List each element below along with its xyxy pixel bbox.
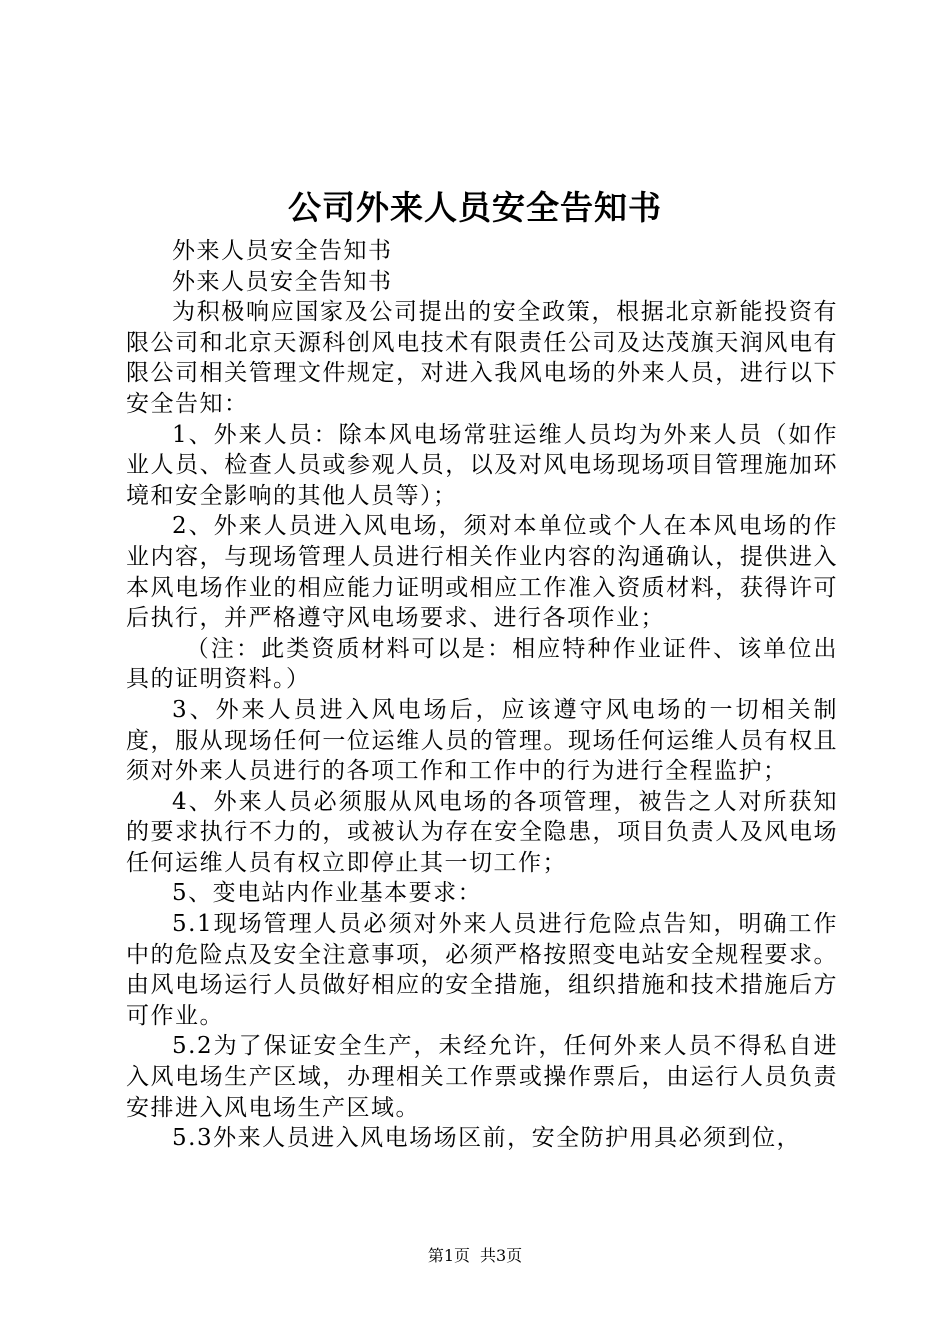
page-footer: [0, 1244, 950, 1268]
paragraph-subtitle-2: 外来人员安全告知书: [172, 268, 393, 295]
page-number-current: 第1页: [427, 1246, 470, 1265]
paragraph-item-2: 2、外来人员进入风电场，须对本单位或个人在本风电场的作业内容，与现场管理人员进行相关作业内容的沟通确认，提供进入本风电场作业的相应能力证明或相应工作准入资质材料，获得许可后执行，并严格遵守风电场要求、进行各项作业；: [126, 513, 838, 632]
paragraph-note: （注：此类资质材料可以是：相应特种作业证件、该单位出具的证明资料。）: [126, 635, 838, 693]
paragraph-intro: 为积极响应国家及公司提出的安全政策，根据北京新能投资有限公司和北京天源科创风电技术有限责任公司及达茂旗天润风电有限公司相关管理文件规定，对进入我风电场的外来人员，进行以下安全告知：: [126, 299, 838, 417]
paragraph-subtitle-1: 外来人员安全告知书: [172, 238, 393, 264]
paragraph-item-1: 1、外来人员：除本风电场常驻运维人员均为外来人员（如作业人员、检查人员或参观人员，以及对风电场现场项目管理施加环境和安全影响的其他人员等）；: [126, 421, 838, 509]
paragraph-item-5: 5、变电站内作业基本要求：: [172, 880, 483, 907]
paragraph-item-5-2: 5.2为了保证安全生产，未经允许，任何外来人员不得私自进入风电场生产区域，办理相关工作票或操作票后，由运行人员负责安排进入风电场生产区域。: [126, 1033, 838, 1121]
page-number-total: 共3页: [480, 1246, 523, 1265]
paragraph-item-3: 3、外来人员进入风电场后，应该遵守风电场的一切相关制度，服从现场任何一位运维人员的管理。现场任何运维人员有权且须对外来人员进行的各项工作和工作中的行为进行全程监护；: [126, 696, 838, 785]
document-title: 公司外来人员安全告知书: [288, 188, 662, 227]
paragraph-item-4: 4、外来人员必须服从风电场的各项管理，被告之人对所获知的要求执行不力的，或被认为存在安全隐患，项目负责人及风电场任何运维人员有权立即停止其一切工作；: [126, 788, 838, 876]
paragraph-item-5-1: 5.1现场管理人员必须对外来人员进行危险点告知，明确工作中的危险点及安全注意事项，必须严格按照变电站安全规程要求。由风电场运行人员做好相应的安全措施，组织措施和技术措施后方可作业。: [126, 911, 838, 1029]
paragraph-item-5-3: 5.3外来人员进入风电场场区前，安全防护用具必须到位，: [172, 1125, 802, 1152]
document-body: [126, 236, 838, 1154]
